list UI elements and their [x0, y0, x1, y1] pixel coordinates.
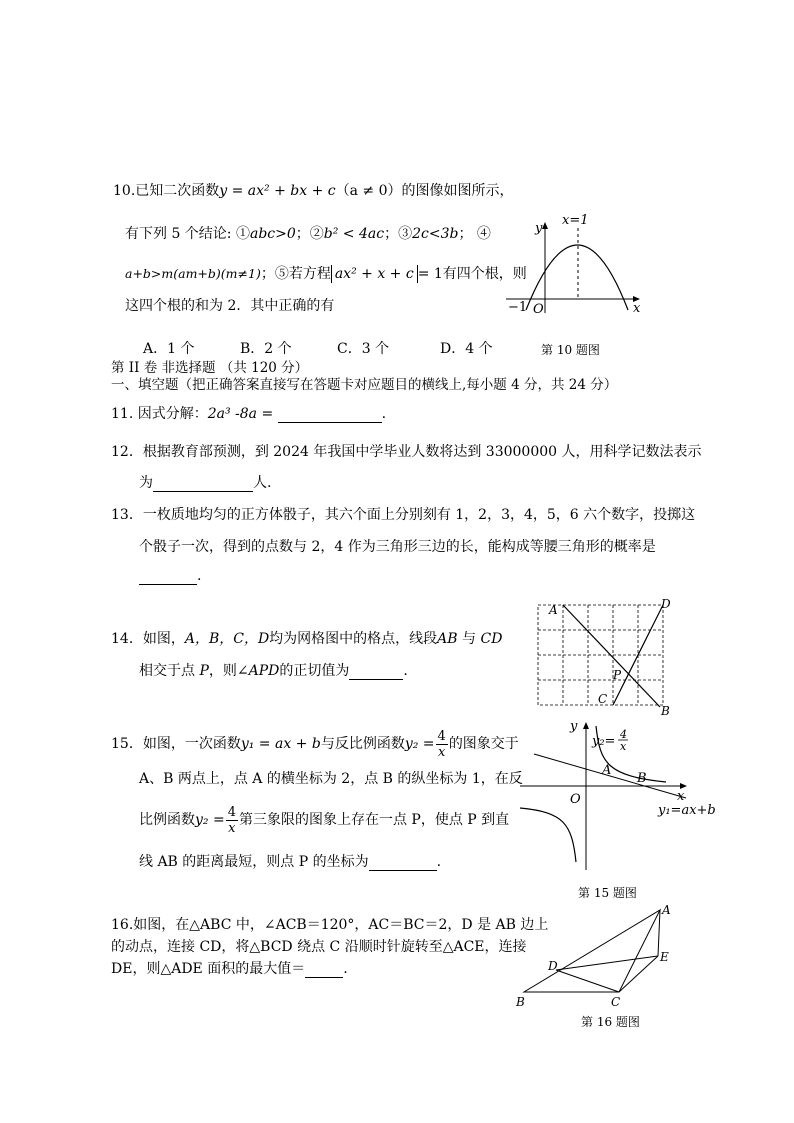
q16-label-a: A: [662, 903, 671, 917]
q15-curve-label: y₂=: [592, 734, 616, 749]
svg-text:x: x: [620, 740, 627, 753]
q10-line4: 这四个根的和为 2．其中正确的有: [125, 298, 335, 314]
q10-equation: y = ax² + bx + c: [219, 183, 336, 199]
q10-option-a: A．1 个: [143, 341, 195, 357]
q10-option-b: B．2 个: [240, 341, 292, 357]
q10-line3: a+b>m(am+b)(m≠1)；⑤若方程 ax² + x + c = 1有四个根，则: [125, 266, 527, 282]
q15-line1: 15．如图，一次函数y₁ = ax + b与反比例函数y₂ = $\frac{4}{x}$ 的图象交于: [111, 728, 519, 760]
q16-line3: DE，则△ADE 面积的最大值＝ .: [111, 961, 348, 977]
q15-y-label: y: [570, 719, 578, 734]
q14-label-b: B: [661, 704, 670, 717]
q14-line2: 相交于点 P，则∠APD的正切值为 .: [139, 663, 408, 679]
q15-line3: 比例函数y₂ = $\frac{4}{x}$ 第三象限的图象上存在一点 P，使点 P 到直: [139, 804, 510, 836]
q10-line2: 有下列 5 个结论: ①abc>0；②b² < 4ac；③2c<3b； ④: [125, 226, 491, 242]
svg-text:4: 4: [620, 728, 627, 741]
q15-line-label: y₁=ax+b: [658, 803, 716, 818]
q10-figure: [502, 208, 647, 318]
q16-label-c: C: [611, 995, 621, 1009]
q10-neg1-label: −1: [508, 300, 528, 315]
q16-label-b: B: [516, 995, 525, 1009]
q15-point-b: B: [637, 771, 647, 786]
q14-line1: 14．如图，A，B，C，D均为网格图中的格点，线段AB 与 CD: [111, 631, 503, 647]
q15-line2: A、B 两点上，点 A 的横坐标为 2，点 B 的纵坐标为 1，在反: [139, 771, 523, 787]
q15-x-label: x: [677, 789, 685, 804]
q15-origin-label: O: [570, 792, 581, 807]
q11-answer-blank[interactable]: [278, 406, 382, 423]
q16-figure: [512, 898, 682, 1010]
q12-answer-blank[interactable]: [153, 475, 253, 492]
q14-figure: [530, 597, 680, 717]
q10-options: [143, 340, 493, 358]
q15-fig-caption: 第 15 题图: [578, 886, 637, 900]
q10-y-label: y: [535, 221, 543, 236]
q10-x-label: x: [633, 301, 641, 316]
q16-label-d: D: [548, 959, 558, 973]
q15-point-a: A: [602, 763, 612, 778]
q10-abs-expr: ax² + x + c: [331, 265, 418, 283]
q16-line1: 16.如图，在△ABC 中，∠ACB＝120°，AC＝BC＝2，D 是 AB 边上: [111, 917, 549, 933]
q15-answer-blank[interactable]: [369, 854, 437, 871]
q15-line4: 线 AB 的距离最短，则点 P 的坐标为 .: [139, 854, 442, 870]
q15-fraction-1: $\frac{4}{x}$: [437, 728, 446, 760]
q10-option-d: D．4 个: [440, 341, 493, 357]
q10-option-c: C．3 个: [337, 341, 390, 357]
q10-line1: 10.已知二次函数y = ax² + bx + c（a ≠ 0）的图像如图所示，: [113, 183, 514, 199]
q13-line3: .: [139, 567, 201, 585]
q14-label-c: C: [598, 692, 608, 706]
q16-fig-caption: 第 16 题图: [581, 1015, 640, 1029]
q12-line2: 为 人.: [139, 475, 272, 491]
q14-label-a: A: [549, 603, 558, 617]
q12-line1: 12．根据教育部预测，到 2024 年我国中学毕业人数将达到 33000000 人，用科学记数法表示: [111, 444, 702, 460]
section2-title: 第 II 卷 非选择题 （共 120 分）: [111, 360, 309, 376]
q16-answer-blank[interactable]: [305, 961, 343, 978]
q16-line2: 的动点，连接 CD，将△BCD 绕点 C 沿顺时针旋转至△ACE，连接: [111, 939, 527, 955]
q10-fig-caption: 第 10 题图: [541, 343, 600, 357]
q11: 11. 因式分解：2a³ -8a = .: [111, 406, 387, 422]
q13-line2: 个骰子一次，得到的点数与 2，4 作为三角形三边的长，能构成等腰三角形的概率是: [139, 539, 656, 555]
q13-answer-blank[interactable]: [139, 568, 197, 585]
q15-figure: [516, 712, 726, 877]
q10-origin-label: O: [533, 302, 544, 317]
q10-axis-label: x=1: [562, 213, 589, 228]
q14-label-p: P: [613, 668, 622, 682]
q15-fraction-2: $\frac{4}{x}$: [227, 804, 236, 836]
q13-line1: 13．一枚质地均匀的正方体骰子，其六个面上分别刻有 1，2，3，4，5，6 六个数字，投掷这: [111, 507, 696, 523]
q14-label-d: D: [661, 597, 671, 611]
q14-answer-blank[interactable]: [349, 663, 403, 680]
part1-title: 一、填空题（把正确答案直接写在答题卡对应题目的横线上,每小题 4 分，共 24 分）: [111, 377, 618, 393]
q16-label-e: E: [660, 950, 669, 964]
